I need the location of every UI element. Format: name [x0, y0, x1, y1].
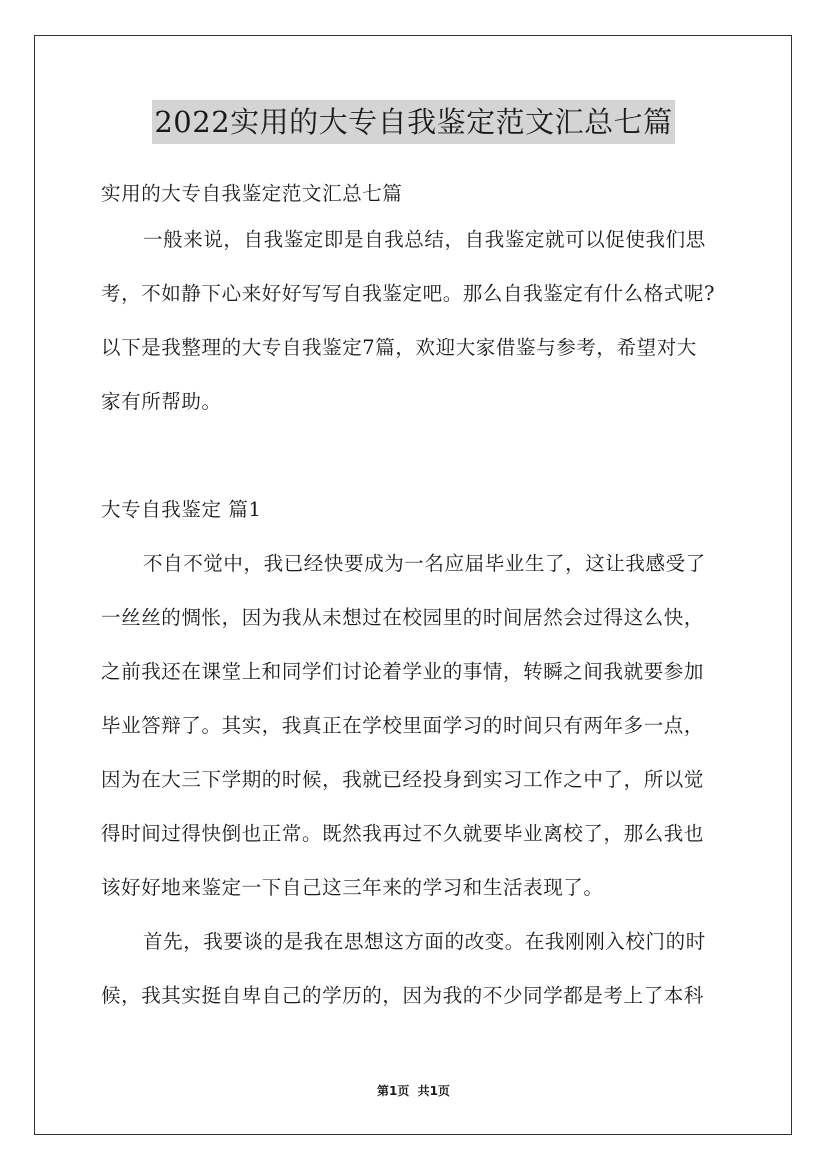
- document-subtitle: 实用的大专自我鉴定范文汇总七篇: [101, 182, 403, 205]
- section-heading: 大专自我鉴定 篇1: [101, 498, 262, 521]
- para1-line-3: 之前我还在课堂上和同学们讨论着学业的事情，转瞬之间我就要参加: [101, 660, 705, 683]
- title-container: [0, 100, 827, 144]
- para1-line-5: 因为在大三下学期的时候，我就已经投身到实习工作之中了，所以觉: [101, 768, 705, 791]
- page-number: 第1页 共1页: [377, 1084, 450, 1098]
- intro-line-3: 以下是我整理的大专自我鉴定7篇，欢迎大家借鉴与参考，希望对大: [101, 336, 697, 359]
- section-gap: [101, 429, 731, 483]
- para1-line-6: 得时间过得快倒也正常。既然我再过不久就要毕业离校了，那么我也: [101, 822, 705, 845]
- para1-line-2: 一丝丝的惆怅，因为我从未想过在校园里的时间居然会过得这么快，: [101, 606, 705, 629]
- document-body: [101, 175, 731, 1023]
- para2-line-1: 首先，我要谈的是我在思想这方面的改变。在我刚刚入校门的时: [143, 930, 706, 953]
- para1-line-4: 毕业答辩了。其实，我真正在学校里面学习的时间只有两年多一点，: [101, 714, 705, 737]
- intro-line-4: 家有所帮助。: [101, 390, 222, 413]
- intro-line-2: 考，不如静下心来好好写写自我鉴定吧。那么自我鉴定有什么格式呢?: [101, 282, 716, 305]
- para2-line-2: 候，我其实挺自卑自己的学历的，因为我的不少同学都是考上了本科: [101, 984, 705, 1007]
- document-title: 2022实用的大专自我鉴定范文汇总七篇: [152, 100, 674, 144]
- intro-line-1: 一般来说，自我鉴定即是自我总结，自我鉴定就可以促使我们思: [143, 228, 706, 251]
- para1-line-7: 该好好地来鉴定一下自己这三年来的学习和生活表现了。: [101, 876, 604, 899]
- para1-line-1: 不自不觉中，我已经快要成为一名应届毕业生了，这让我感受了: [143, 552, 706, 575]
